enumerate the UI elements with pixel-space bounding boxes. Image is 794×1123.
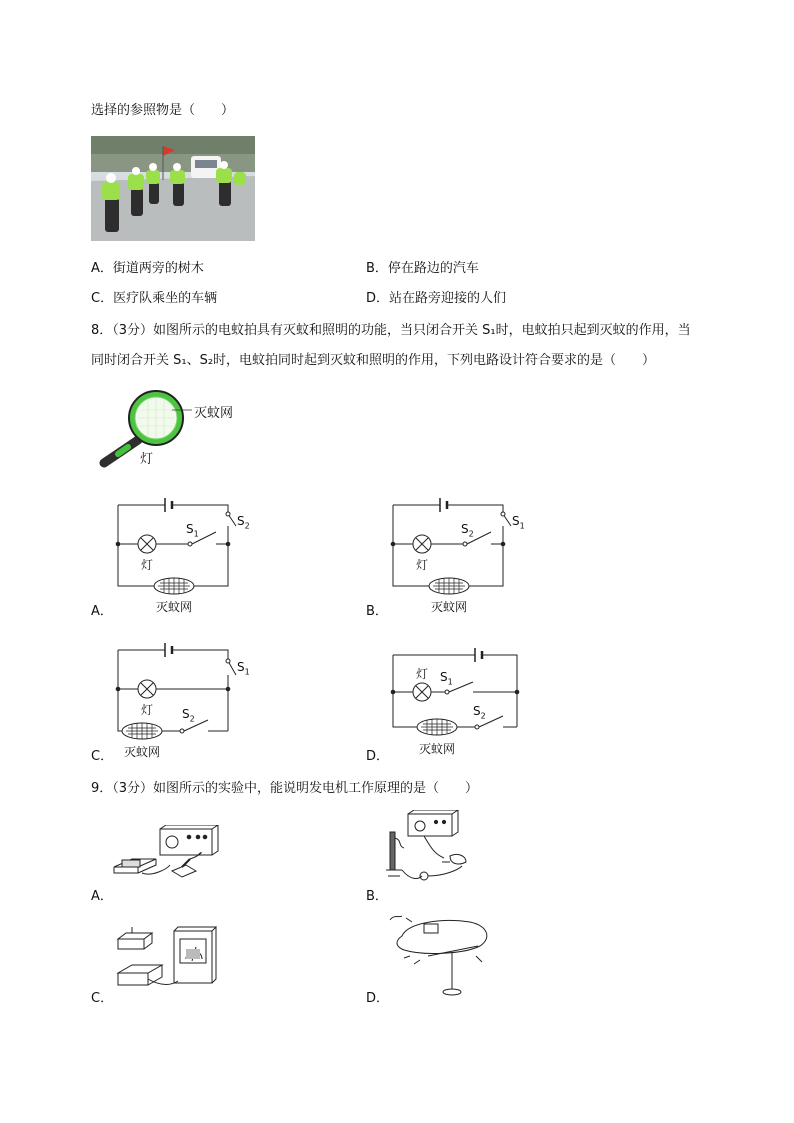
circuit-c-lamp-label: 灯 [141, 703, 154, 717]
circuit-d-s2-label: $S_2$ [473, 704, 486, 721]
circuit-c-s1-label: $S_1$ [237, 660, 250, 677]
experiment-c-figure [112, 925, 222, 993]
experiment-c-letter: C． [91, 991, 114, 1006]
q9-stem: 9．（3分）如图所示的实验中，能说明发电机工作原理的是（ ） [91, 781, 479, 796]
circuit-d-letter: D． [366, 749, 390, 764]
circuit-b-lamp-label: 灯 [416, 558, 429, 572]
circuit-b-letter: B． [366, 604, 388, 619]
circuit-b-s1-label: $S_1$ [512, 514, 525, 531]
circuit-a-net-label: 灭蚊网 [156, 600, 193, 614]
circuit-a [110, 490, 260, 615]
experiment-d-letter: D． [366, 991, 390, 1006]
mosquito-racket-figure [98, 388, 258, 470]
motorcade-photo [91, 136, 255, 241]
racket-lamp-label: 灯 [140, 452, 154, 467]
q7-option-b: B．停在路边的汽车 [366, 261, 479, 276]
racket-net-label: 灭蚊网 [194, 406, 234, 421]
q8-stem-line1: 8．（3分）如图所示的电蚊拍具有灭蚊和照明的功能，当只闭合开关 S₁时，电蚊拍只起到灭蚊的作用，当 [91, 323, 691, 338]
circuit-b-net-label: 灭蚊网 [431, 600, 468, 614]
circuit-d [385, 640, 535, 762]
circuit-b-s2-label: $S_2$ [461, 522, 474, 539]
q7-stem-tail: 选择的参照物是（ ） [91, 103, 235, 118]
q7-option-c: C．医疗队乘坐的车辆 [91, 291, 218, 306]
experiment-d-figure [384, 912, 494, 1002]
circuit-b [385, 490, 535, 615]
circuit-a-s1-label: $S_1$ [186, 522, 199, 539]
circuit-a-letter: A． [91, 604, 113, 619]
q8-stem-line2: 同时闭合开关 S₁、S₂时，电蚊拍同时起到灭蚊和照明的作用，下列电路设计符合要求的是（ ） [91, 353, 656, 368]
circuit-c-s2-label: $S_2$ [182, 707, 195, 724]
experiment-a-letter: A． [91, 889, 113, 904]
experiment-b-letter: B． [366, 889, 388, 904]
circuit-a-lamp-label: 灯 [141, 558, 154, 572]
q7-option-a: A．街道两旁的树木 [91, 261, 204, 276]
circuit-a-s2-label: $S_2$ [237, 514, 250, 531]
circuit-c-net-label: 灭蚊网 [124, 745, 161, 759]
circuit-c [110, 635, 260, 760]
circuit-d-net-label: 灭蚊网 [419, 742, 456, 756]
q7-option-d: D．站在路旁迎接的人们 [366, 291, 507, 306]
experiment-a-figure [112, 825, 222, 883]
circuit-d-lamp-label: 灯 [416, 667, 429, 681]
circuit-c-letter: C． [91, 749, 114, 764]
circuit-d-s1-label: $S_1$ [440, 670, 453, 687]
experiment-b-figure [384, 810, 484, 890]
